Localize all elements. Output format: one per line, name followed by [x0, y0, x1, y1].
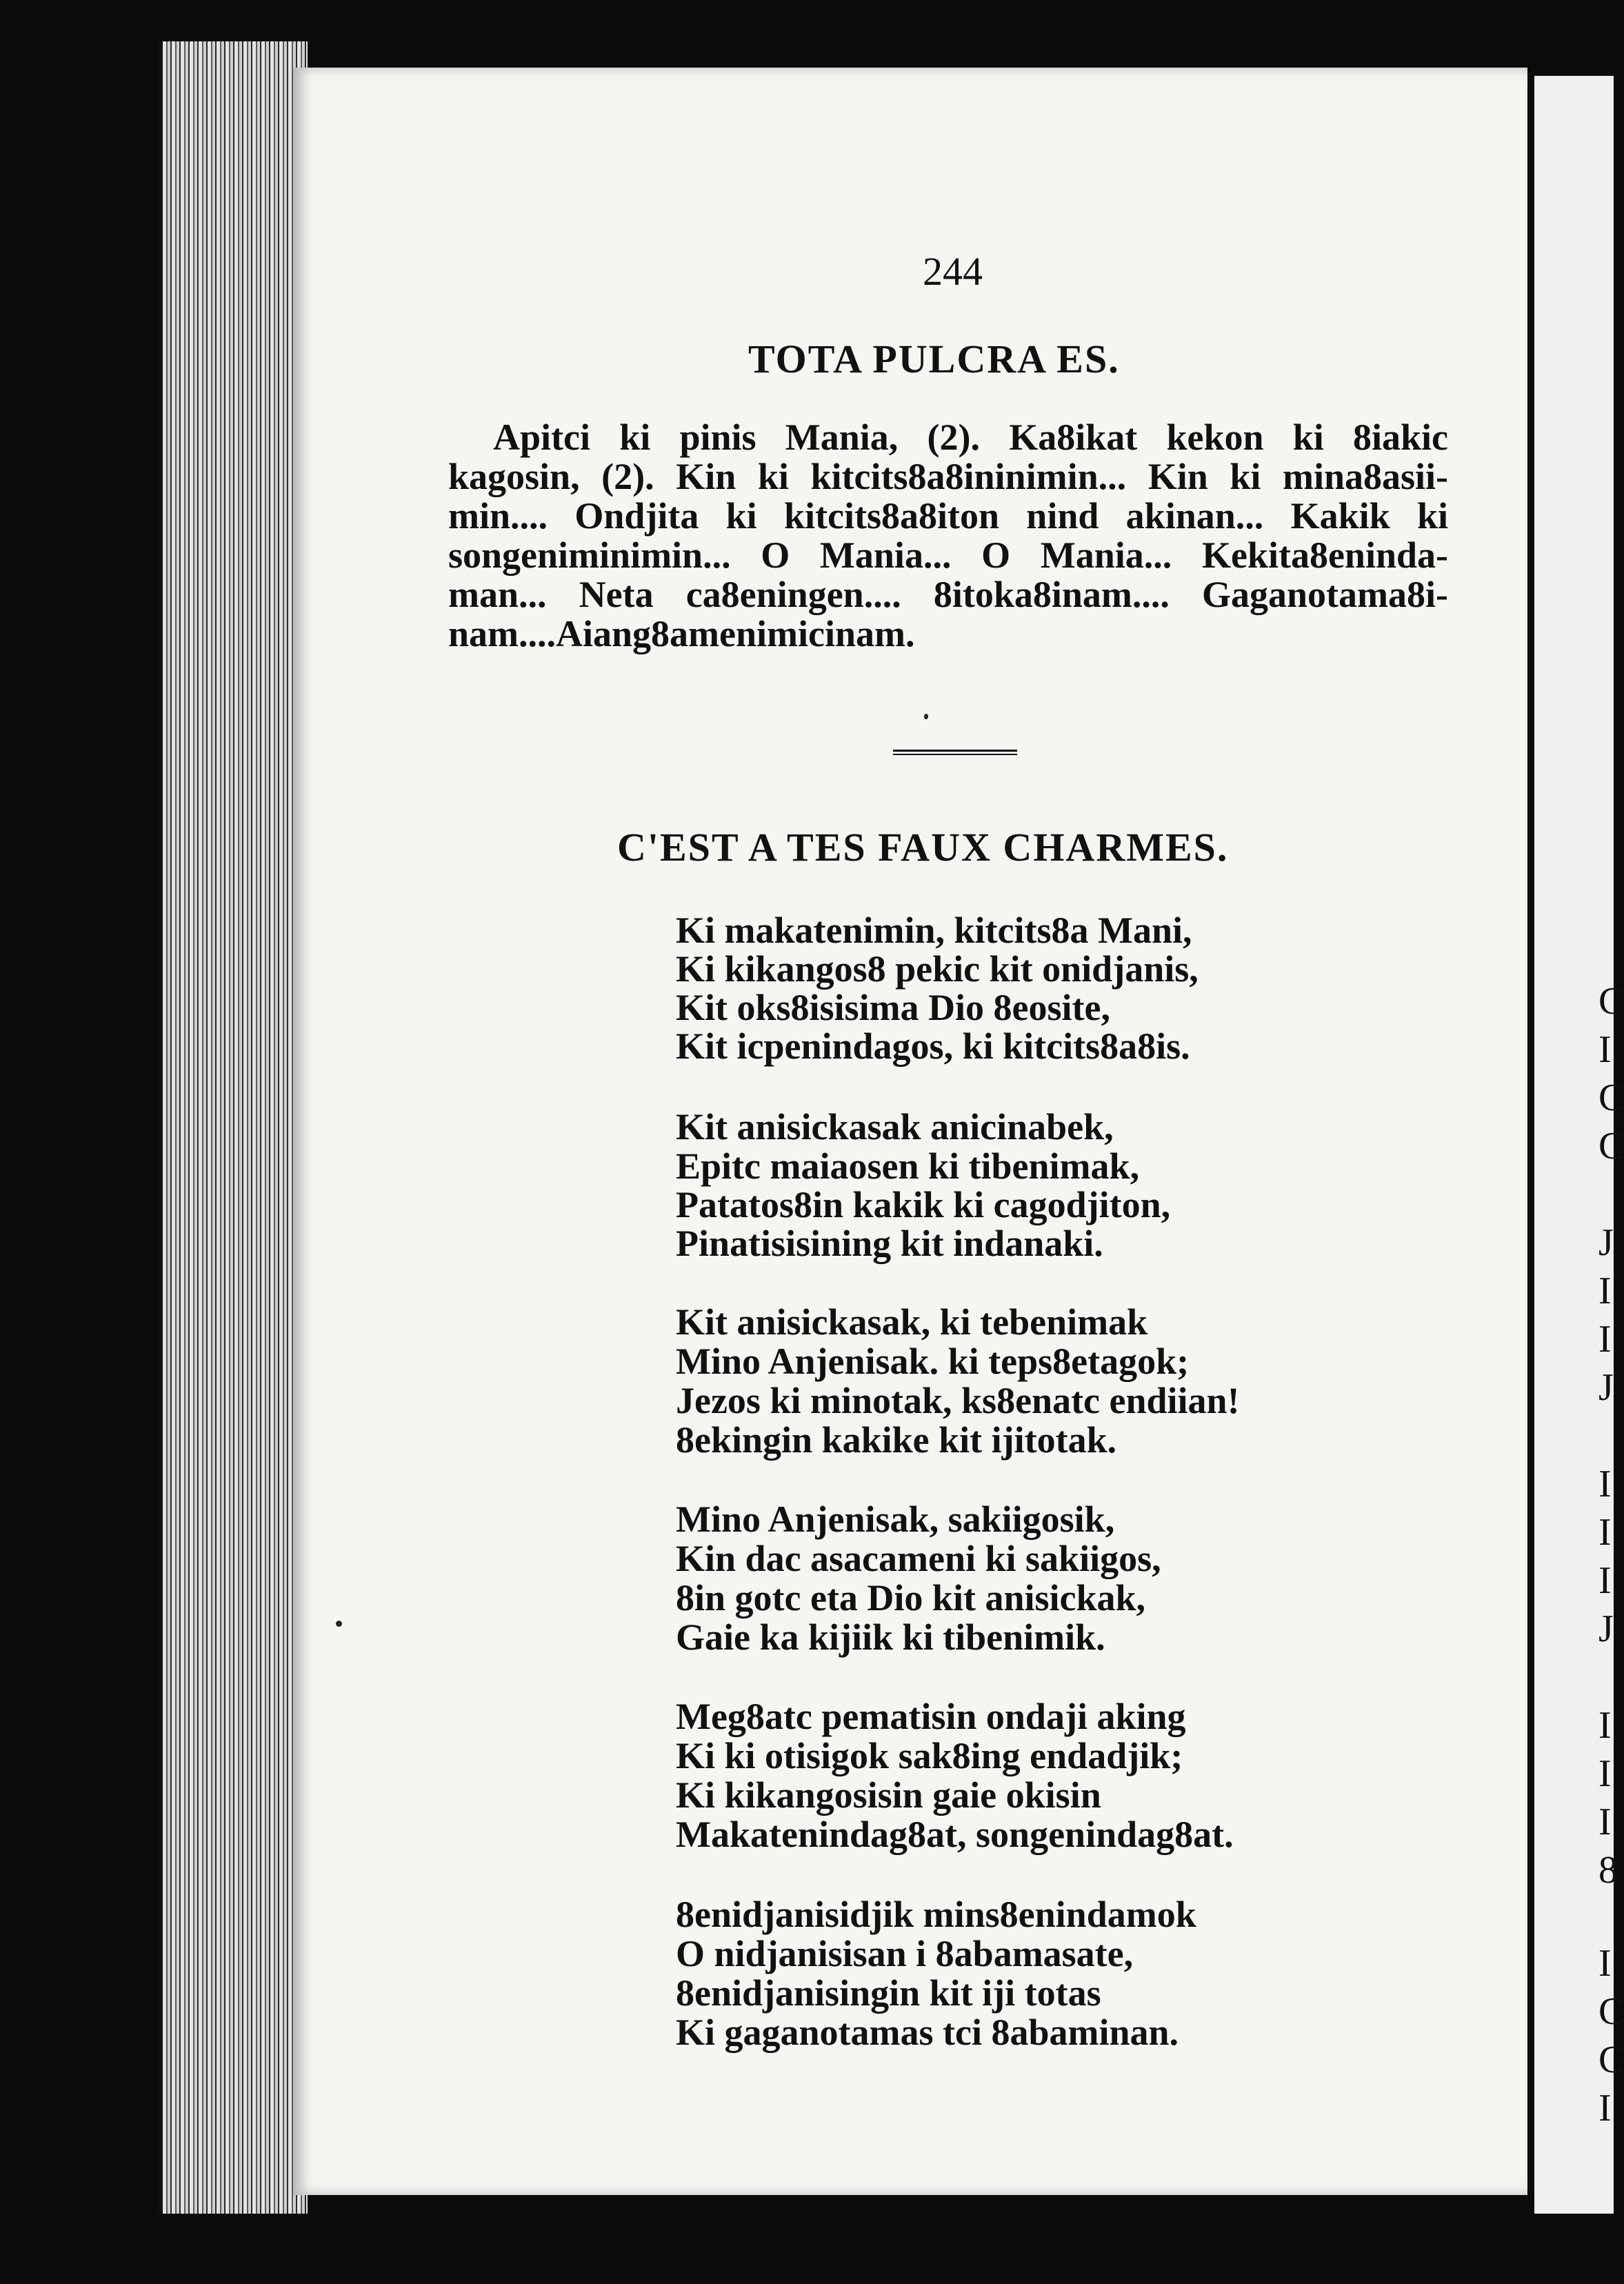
verse-line: Meg8atc pematisin ondaji aking: [676, 1696, 1186, 1737]
section-title-cest-a-tes-faux-charmes: C'EST A TES FAUX CHARMES.: [617, 825, 1229, 870]
neighbor-letter: I: [1598, 1752, 1612, 1795]
neighbor-letter: 8: [1598, 1849, 1618, 1892]
verse-line: Makatenindag8at, songenindag8at.: [676, 1814, 1234, 1855]
neighbor-letter: J: [1598, 1366, 1614, 1409]
neighbor-letter: I: [1598, 1559, 1612, 1602]
prose-line: Apitci ki pinis Mania, (2). Ka8ikat kekon ki 8iakic: [493, 417, 1448, 458]
verse-line: Ki kikangosisin gaie okisin: [676, 1774, 1101, 1816]
verse-line: Mino Anjenisak. ki teps8etagok;: [676, 1341, 1190, 1382]
verse-line: Ki kikangos8 pekic kit onidjanis,: [676, 948, 1199, 990]
verse-line: Epitc maiaosen ki tibenimak,: [676, 1145, 1140, 1187]
neighbor-letter: I: [1598, 1942, 1612, 1985]
neighbor-letter: I: [1598, 1511, 1612, 1554]
verse-line: Ki gaganotamas tci 8abaminan.: [676, 2012, 1179, 2053]
neighbor-letter: C: [1598, 1125, 1624, 1168]
verse-line: 8ekingin kakike kit ijitotak.: [676, 1419, 1117, 1461]
dust-speck: [336, 1621, 342, 1627]
neighbor-letter: I: [1598, 1801, 1612, 1843]
neighbor-letter: C: [1598, 1990, 1624, 2033]
prose-line: min.... Ondjita ki kitcits8a8iton nind akinan... Kakik ki: [448, 495, 1448, 537]
prose-line: kagosin, (2). Kin ki kitcits8a8ininimin... Kin ki mina8asii-: [448, 456, 1448, 497]
verse-line: Kit anisickasak anicinabek,: [676, 1106, 1114, 1148]
verse-line: Kin dac asacameni ki sakiigos,: [676, 1538, 1161, 1579]
neighbor-letter: I: [1598, 1318, 1612, 1361]
neighbor-letter: C: [1598, 980, 1624, 1023]
verse-line: 8enidjanisingin kit iji totas: [676, 1972, 1101, 2014]
verse-line: Jezos ki minotak, ks8enatc endiian!: [676, 1380, 1240, 1421]
verse-line: 8enidjanisidjik mins8enindamok: [676, 1894, 1196, 1935]
neighbor-letter: C: [1598, 1076, 1624, 1119]
page-number: 244: [923, 249, 983, 294]
neighbor-letter: I: [1598, 2087, 1612, 2130]
verse-line: Gaie ka kijiik ki tibenimik.: [676, 1616, 1105, 1658]
verse-line: Kit oks8isisima Dio 8eosite,: [676, 987, 1110, 1028]
neighbor-letter: I: [1598, 1028, 1612, 1071]
section-title-tota-pulcra: TOTA PULCRA ES.: [748, 337, 1120, 381]
neighbor-letter: J: [1598, 1221, 1614, 1264]
verse-line: O nidjanisisan i 8abamasate,: [676, 1933, 1134, 1974]
page-edge-stack: [159, 41, 308, 2214]
neighbor-letter: J: [1598, 1607, 1614, 1650]
neighbor-letter: I: [1598, 1704, 1612, 1747]
neighbor-letter: I: [1598, 1463, 1612, 1505]
prose-line: man... Neta ca8eningen.... 8itoka8inam.... Gaganotama8i-: [448, 574, 1448, 615]
verse-line: Pinatisisining kit indanaki.: [676, 1223, 1103, 1264]
verse-line: Ki ki otisigok sak8ing endadjik;: [676, 1735, 1183, 1776]
verse-line: Mino Anjenisak, sakiigosik,: [676, 1499, 1115, 1540]
verse-line: Patatos8in kakik ki cagodjiton,: [676, 1184, 1171, 1225]
verse-line: Kit icpenindagos, ki kitcits8a8is.: [676, 1025, 1190, 1067]
prose-line: nam....Aiang8amenimicinam.: [448, 613, 915, 654]
neighbor-letter: I: [1598, 1270, 1612, 1312]
dust-speck: [924, 714, 928, 719]
neighbor-letter: C: [1598, 2038, 1624, 2081]
prose-line: songeniminimin... O Mania... O Mania... Kekita8eninda-: [448, 534, 1448, 576]
verse-line: Ki makatenimin, kitcits8a Mani,: [676, 910, 1192, 951]
verse-line: Kit anisickasak, ki tebenimak: [676, 1301, 1148, 1343]
verse-line: 8in gotc eta Dio kit anisickak,: [676, 1577, 1146, 1619]
section-divider: [893, 750, 1017, 755]
